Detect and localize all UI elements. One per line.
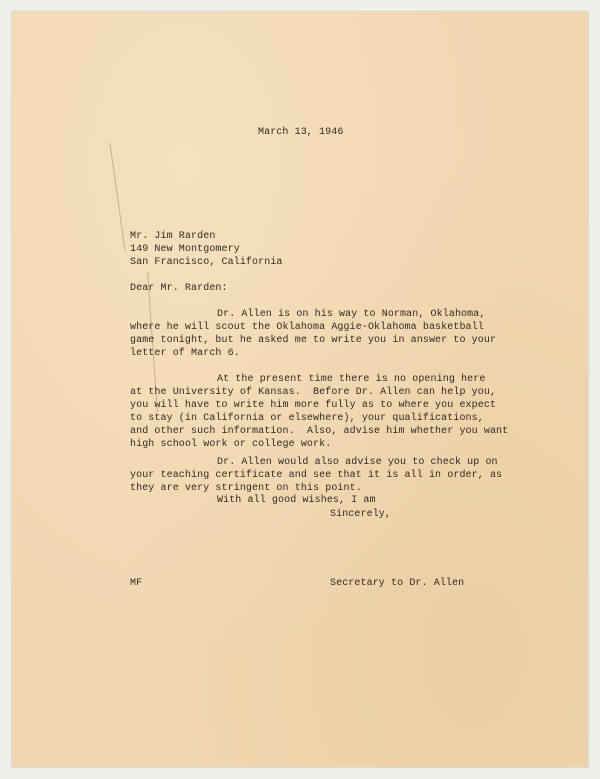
recipient-street: 149 New Montgomery [130,244,240,255]
complimentary-close: Sincerely, [330,509,392,520]
paragraph-1-line: Dr. Allen is on his way to Norman, Oklahoma, [217,309,486,320]
paragraph-2-line: At the present time there is no opening here [217,374,486,385]
letter-page [12,12,588,767]
recipient-city: San Francisco, California [130,257,283,268]
closing-line: With all good wishes, I am [217,495,376,506]
paragraph-2-line: and other such information. Also, advise him whether you want [130,426,509,437]
recipient-name: Mr. Jim Rarden [130,231,216,242]
paragraph-1-line: game tonight, but he asked me to write you in answer to your [130,335,497,346]
letter-date: March 13, 1946 [258,127,344,138]
paragraph-3-line: they are very stringent on this point. [130,483,362,494]
paragraph-2-line: high school work or college work. [130,439,332,450]
paragraph-1-line: letter of March 6. [130,348,240,359]
paper-fold-mark [109,142,125,251]
paragraph-2-line: you will have to write him more fully as to where you expect [130,400,497,411]
salutation: Dear Mr. Rarden: [130,283,228,294]
signature-title: Secretary to Dr. Allen [330,578,465,589]
paragraph-3-line: Dr. Allen would also advise you to check up on [217,457,498,468]
paragraph-1-line: where he will scout the Oklahoma Aggie-Oklahoma basketball [130,322,484,333]
typist-initials: MF [130,578,143,589]
paragraph-3-line: your teaching certificate and see that it is all in order, as [130,470,503,481]
paragraph-2-line: at the University of Kansas. Before Dr. Allen can help you, [130,387,497,398]
paragraph-2-line: to stay (in California or elsewhere), your qualifications, [130,413,484,424]
